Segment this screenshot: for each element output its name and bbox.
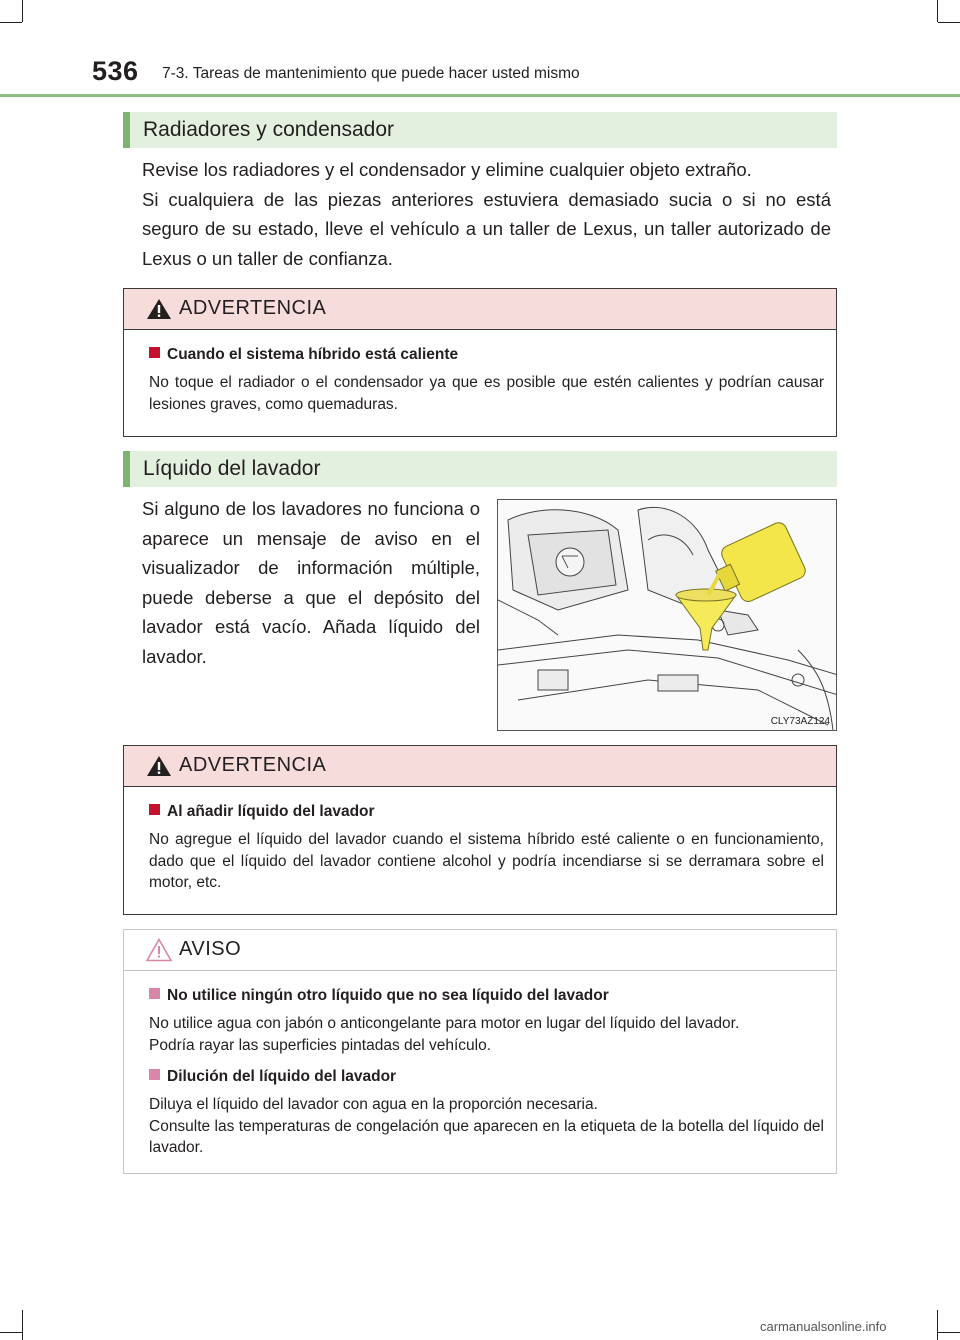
crop-mark [0, 22, 22, 23]
warning-body [124, 330, 836, 441]
warning-item-title [146, 803, 824, 821]
paragraph-line: Revise los radiadores y el condensador y elimine cualquier objeto extraño. [142, 159, 752, 180]
crop-mark [22, 1310, 23, 1340]
notice-item-title-text: Dilución del líquido del lavador [167, 1068, 397, 1085]
warning-header [124, 746, 836, 787]
bullet-square-icon [149, 988, 160, 999]
crop-mark [937, 1310, 938, 1340]
section-title: Líquido del lavador [143, 457, 321, 480]
notice-item-line: Diluya el líquido del lavador con agua en la proporción necesaria. [149, 1096, 598, 1113]
warning-heading: ADVERTENCIA [179, 297, 327, 319]
bullet-square-icon [149, 804, 160, 815]
page-header [0, 52, 960, 96]
bullet-square-icon [149, 1069, 160, 1080]
notice-item-title [146, 1068, 824, 1086]
crop-mark [22, 0, 23, 22]
notice-item-title-text: No utilice ningún otro líquido que no sea líquido del lavador [167, 987, 609, 1004]
caution-triangle-icon [146, 938, 172, 962]
crop-mark [0, 1332, 22, 1333]
page-number: 536 [92, 56, 139, 86]
crop-mark [938, 22, 960, 23]
warning-triangle-icon [146, 298, 172, 320]
warning-box [123, 288, 837, 437]
chapter-title: 7-3. Tareas de mantenimiento que puede hacer usted mismo [162, 65, 580, 82]
notice-item-text [146, 1094, 824, 1159]
notice-box [123, 929, 837, 1174]
watermark-link[interactable]: carmanualsonline.info [760, 1319, 887, 1334]
engine-bay-illustration [497, 499, 837, 731]
bullet-square-icon [149, 347, 160, 358]
notice-item-line: Consulte las temperaturas de congelación que aparecen en la etiqueta de la botella del líquido del lavador. [149, 1117, 824, 1156]
warning-item-title-text: Al añadir líquido del lavador [167, 803, 375, 820]
section-heading-liquido [123, 451, 837, 487]
warning-box [123, 745, 837, 915]
notice-heading: AVISO [179, 938, 242, 960]
notice-item-line: Podría rayar las superficies pintadas del vehículo. [149, 1036, 492, 1054]
notice-item-text [146, 1013, 824, 1056]
header-rule [0, 94, 960, 97]
section-heading-radiadores [123, 112, 837, 148]
warning-body [124, 787, 836, 920]
crop-mark [937, 0, 938, 22]
notice-header [124, 930, 836, 971]
warning-item-text: No agregue el líquido del lavador cuando el sistema híbrido esté caliente o en funcionamiento, dado que el líquido del lavador contiene alcohol y podría incendiarse si se derramara sobre el motor, etc. [149, 831, 824, 891]
warning-item-title [146, 346, 824, 364]
paragraph-line: Si cualquiera de las piezas anteriores estuviera demasiado sucia o si no está seguro de su estado, lleve el vehículo a un taller de Lexus, un taller autorizado de Lexus o un taller de confianza. [142, 188, 831, 269]
section-title: Radiadores y condensador [143, 118, 394, 141]
notice-item-title [146, 987, 824, 1005]
warning-triangle-icon [146, 755, 172, 777]
warning-heading: ADVERTENCIA [179, 754, 327, 776]
warning-item-text: No toque el radiador o el condensador ya que es posible que estén calientes y podrían causar lesiones graves, como quemaduras. [149, 374, 824, 413]
warning-header [124, 289, 836, 330]
section-paragraph: Si alguno de los lavadores no funciona o aparece un mensaje de aviso en el visualizador de información múltiple, puede deberse a que el depósito del lavador está vacío. Añada líquido del lavador. [142, 498, 480, 667]
warning-item-title-text: Cuando el sistema híbrido está caliente [167, 346, 459, 363]
section-paragraph [142, 155, 831, 273]
washer-fluid-illustration [498, 500, 837, 731]
crop-mark [938, 1332, 960, 1333]
notice-item-line: No utilice agua con jabón o anticongelante para motor en lugar del líquido del lavador. [149, 1015, 740, 1032]
notice-body [124, 971, 836, 1177]
figure-code: CLY73AZ124 [770, 716, 830, 727]
